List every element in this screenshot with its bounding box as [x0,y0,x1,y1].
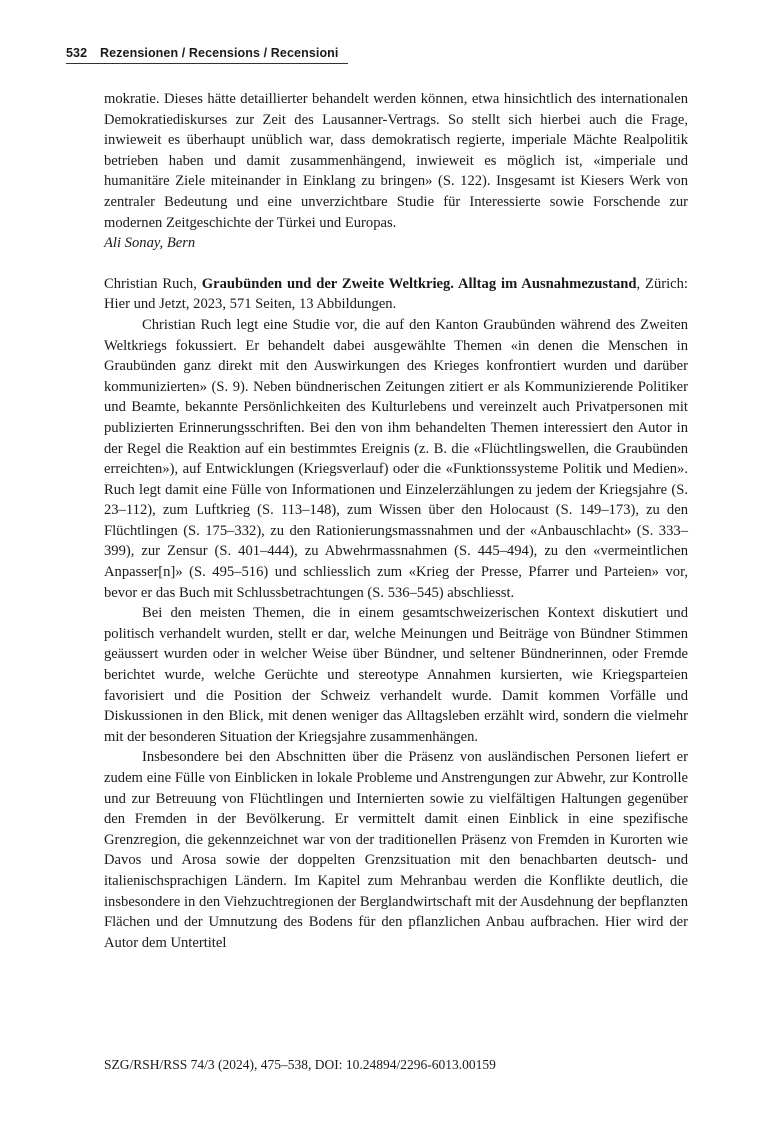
page-body [104,89,688,953]
book-citation [104,274,688,315]
review-paragraph: Christian Ruch legt eine Studie vor, die auf den Kanton Graubünden während des Zweiten Weltkriegs fokussiert. Er behandelt dabei ausgewählte Themen «in denen die Menschen in Graubünden ganz direkt mit den Auswirkungen des Krieges konfrontiert wurden und darüber kommunizierten» (S. 9). Neben bündnerischen Zeitungen zitiert er als Kommunizierende Politiker und Beamte, bekannte Persönlichkeiten des Kulturlebens und vereinzelt auch Privatpersonen mit publizierten Erinnerungsschriften. Bei den von ihm behandelten Themen interessiert den Autor in der Regel die Reaktion auf ein bestimmtes Ereignis (z. B. die «Flüchtlingswellen, die Graubünden erreichten»), auf Entwicklungen (Kriegsverlauf) oder die «Funktionssysteme Politik und Medien». Ruch legt damit eine Fülle von Informationen und Einzelerzählungen zu jedem der Kriegsjahre (S. 23–112), zum Luftkrieg (S. 113–148), zum Wissen über den Holocaust (S. 149–173), zu den Flüchtlingen (S. 175–332), zu den Rationierungsmassnahmen und der «Anbauschlacht» (S. 333–399), zur Zensur (S. 401–444), zu Abwehrmassnahmen (S. 445–494), zu den «vermeintlichen Anpasser[n]» (S. 495–516) und schliesslich zum «Krieg der Presse, Pfarrer und Parteien» vor, bevor er das Buch mit Schlussbetrachtungen (S. 536–545) abschliesst. [104,316,688,601]
running-head [66,46,348,60]
book-title: Graubünden und der Zweite Weltkrieg. Alltag im Ausnahmezustand [201,275,637,292]
book-author: Christian Ruch, [104,275,197,292]
book-publication-info: , Zürich: Hier und Jetzt, 2023, 571 Seiten, 13 Abbildungen. [104,275,688,313]
footer-citation: SZG/RSH/RSS 74/3 (2024), 475–538, DOI: 10.24894/2296-6013.00159 [104,1057,496,1072]
reviewer-signature: Ali Sonay, Bern [104,235,196,252]
review-paragraph: Insbesondere bei den Abschnitten über die Präsenz von ausländischen Personen liefert er zudem eine Fülle von Einblicken in lokale Probleme und Anstrengungen zur Abwehr, zur Kontrolle und zur Betreuung von Flüchtlingen und Internierten sowie zu vielfältigen Haltungen gegenüber den Fremden in der Bevölkerung. Er vermittelt damit einen Einblick in eine spezifische Grenzregion, die gekennzeichnet war von der traditionellen Präsenz von Fremden in Kurorten wie Davos und Arosa sowie der doppelten Grenzsituation mit den benachbarten deutsch- und italienischsprachigen Ländern. Im Kapitel zum Mehranbau werden die Konflikte deutlich, die insbesondere in den Viehzuchtregionen der Berglandwirtschaft mit der Ausdehnung der bepflanzten Flächen und der Umnutzung des Bodens für den pflanzlichen Anbau aufbrachen. Hier wird der Autor dem Untertitel [104,749,688,951]
review-continuation-paragraph: mokratie. Dieses hätte detaillierter behandelt werden können, etwa hinsichtlich des internationalen Demokratiediskurses zur Zeit des Lausanner-Vertrags. So stellt sich hierbei auch die Frage, inwieweit es überhaupt unüblich war, dass demokratisch regierte, imperiale Mächte Realpolitik betrieben haben und damit zusammenhängend, inwieweit es möglich ist, «imperiale und humanitäre Ziele miteinander in Einklang zu bringen» (S. 122). Insgesamt ist Kiesers Werk von zentraler Bedeutung und eine unverzichtbare Studie für Interessierte sowie Forschende zur modernen Zeitgeschichte der Türkei und Europas. [104,91,688,231]
review-paragraph: Bei den meisten Themen, die in einem gesamtschweizerischen Kontext diskutiert und politisch verhandelt wurden, stellt er dar, welche Meinungen und Beiträge von Bündner Stimmen geäussert wurden oder in welcher Weise über Bündner, und seltener Bündnerinnen, oder Fremde berichtet wurde, welche Gerüchte und stereotype Annahmen kursierten, wie Kriegsparteien favorisiert und die Position der Schweiz verhandelt wurde. Damit kommen Vorfälle und Diskussionen in den Blick, mit denen weniger das Alltagsleben erzählt wird, sondern die vielmehr mit der besonderen Situation der Kriegsjahre zusammenhängen. [104,605,688,745]
review-separator [104,254,688,274]
section-title: Rezensionen / Recensions / Recensioni [100,46,339,60]
page-number: 532 [66,46,88,60]
header-rule [66,63,348,64]
